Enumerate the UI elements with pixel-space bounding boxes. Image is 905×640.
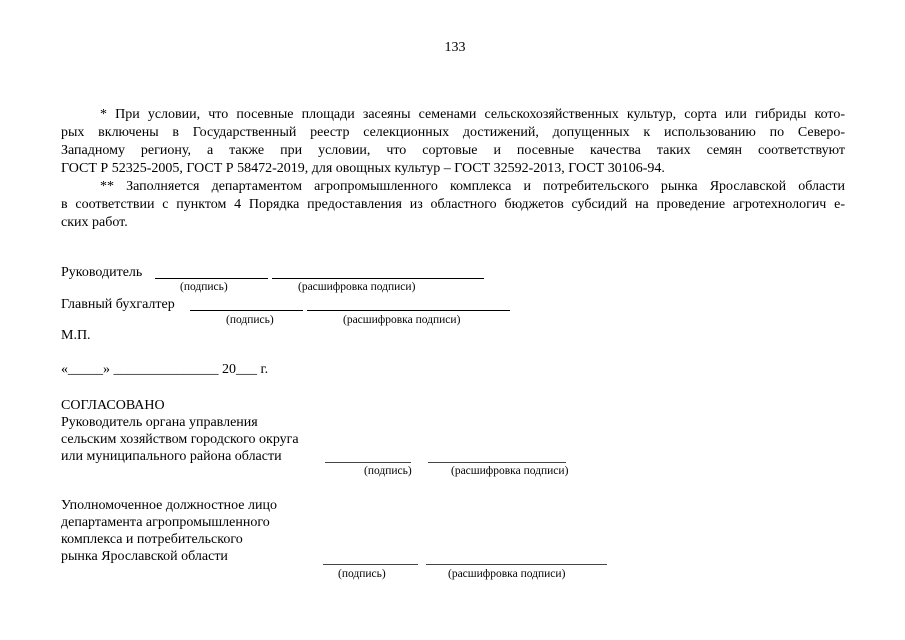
footnote-line: * При условии, что посевные площади засеяны семенами сельскохозяйственных культур, сорта или гибриды кото-: [100, 107, 845, 122]
footnote-line: Западному региону, а также при условии, что сортовые и посевные качества таких семян соответствуют: [61, 143, 845, 158]
accountant-signature-line: [190, 310, 303, 311]
approval-block2-line: департамента агропромышленного: [61, 515, 270, 530]
approval-block1-line: Руководитель органа управления: [61, 415, 258, 430]
footnote-line: ГОСТ Р 52325-2005, ГОСТ Р 58472-2019, для овощных культур – ГОСТ 32592-2013, ГОСТ 30106-94.: [61, 161, 665, 176]
head-decoding-hint: (расшифровка подписи): [298, 281, 416, 293]
approval-block2-line: рынка Ярославской области: [61, 549, 228, 564]
approval-block2-line: Уполномоченное должностное лицо: [61, 498, 277, 513]
block1-decoding-hint: (расшифровка подписи): [451, 465, 569, 477]
footnote-line: ** Заполняется департаментом агропромышленного комплекса и потребительского рынка Ярославской области: [100, 179, 845, 194]
block1-signature-hint: (подпись): [364, 465, 412, 477]
accountant-decoding-line: [307, 310, 510, 311]
accountant-decoding-hint: (расшифровка подписи): [343, 314, 461, 326]
head-signature-hint: (подпись): [180, 281, 228, 293]
block2-signature-line: [323, 564, 418, 565]
page-number: 133: [444, 40, 466, 55]
head-label: Руководитель: [61, 265, 143, 280]
accountant-signature-hint: (подпись): [226, 314, 274, 326]
date-line: «_____» _______________ 20___ г.: [61, 362, 269, 377]
approval-block1-line: или муниципального района области: [61, 449, 282, 464]
approval-title: СОГЛАСОВАНО: [61, 398, 165, 413]
block2-decoding-hint: (расшифровка подписи): [448, 568, 566, 580]
approval-block1-line: сельским хозяйством городского округа: [61, 432, 299, 447]
footnote-line: в соответствии с пунктом 4 Порядка предоставления из областного бюджетов субсидий на проведение агротехнологич е-: [61, 197, 845, 212]
head-signature-line: [155, 278, 268, 279]
block2-signature-hint: (подпись): [338, 568, 386, 580]
approval-block2-line: комплекса и потребительского: [61, 532, 243, 547]
footnote-line: рых включены в Государственный реестр селекционных достижений, допущенных к использованию по Северо-: [61, 125, 845, 140]
chief-accountant-label: Главный бухгалтер: [61, 297, 175, 312]
head-decoding-line: [272, 278, 484, 279]
footnote-line: ских работ.: [61, 215, 128, 230]
stamp-mark: М.П.: [61, 328, 91, 343]
block1-decoding-line: [428, 462, 566, 463]
block1-signature-line: [325, 462, 411, 463]
block2-decoding-line: [426, 564, 607, 565]
